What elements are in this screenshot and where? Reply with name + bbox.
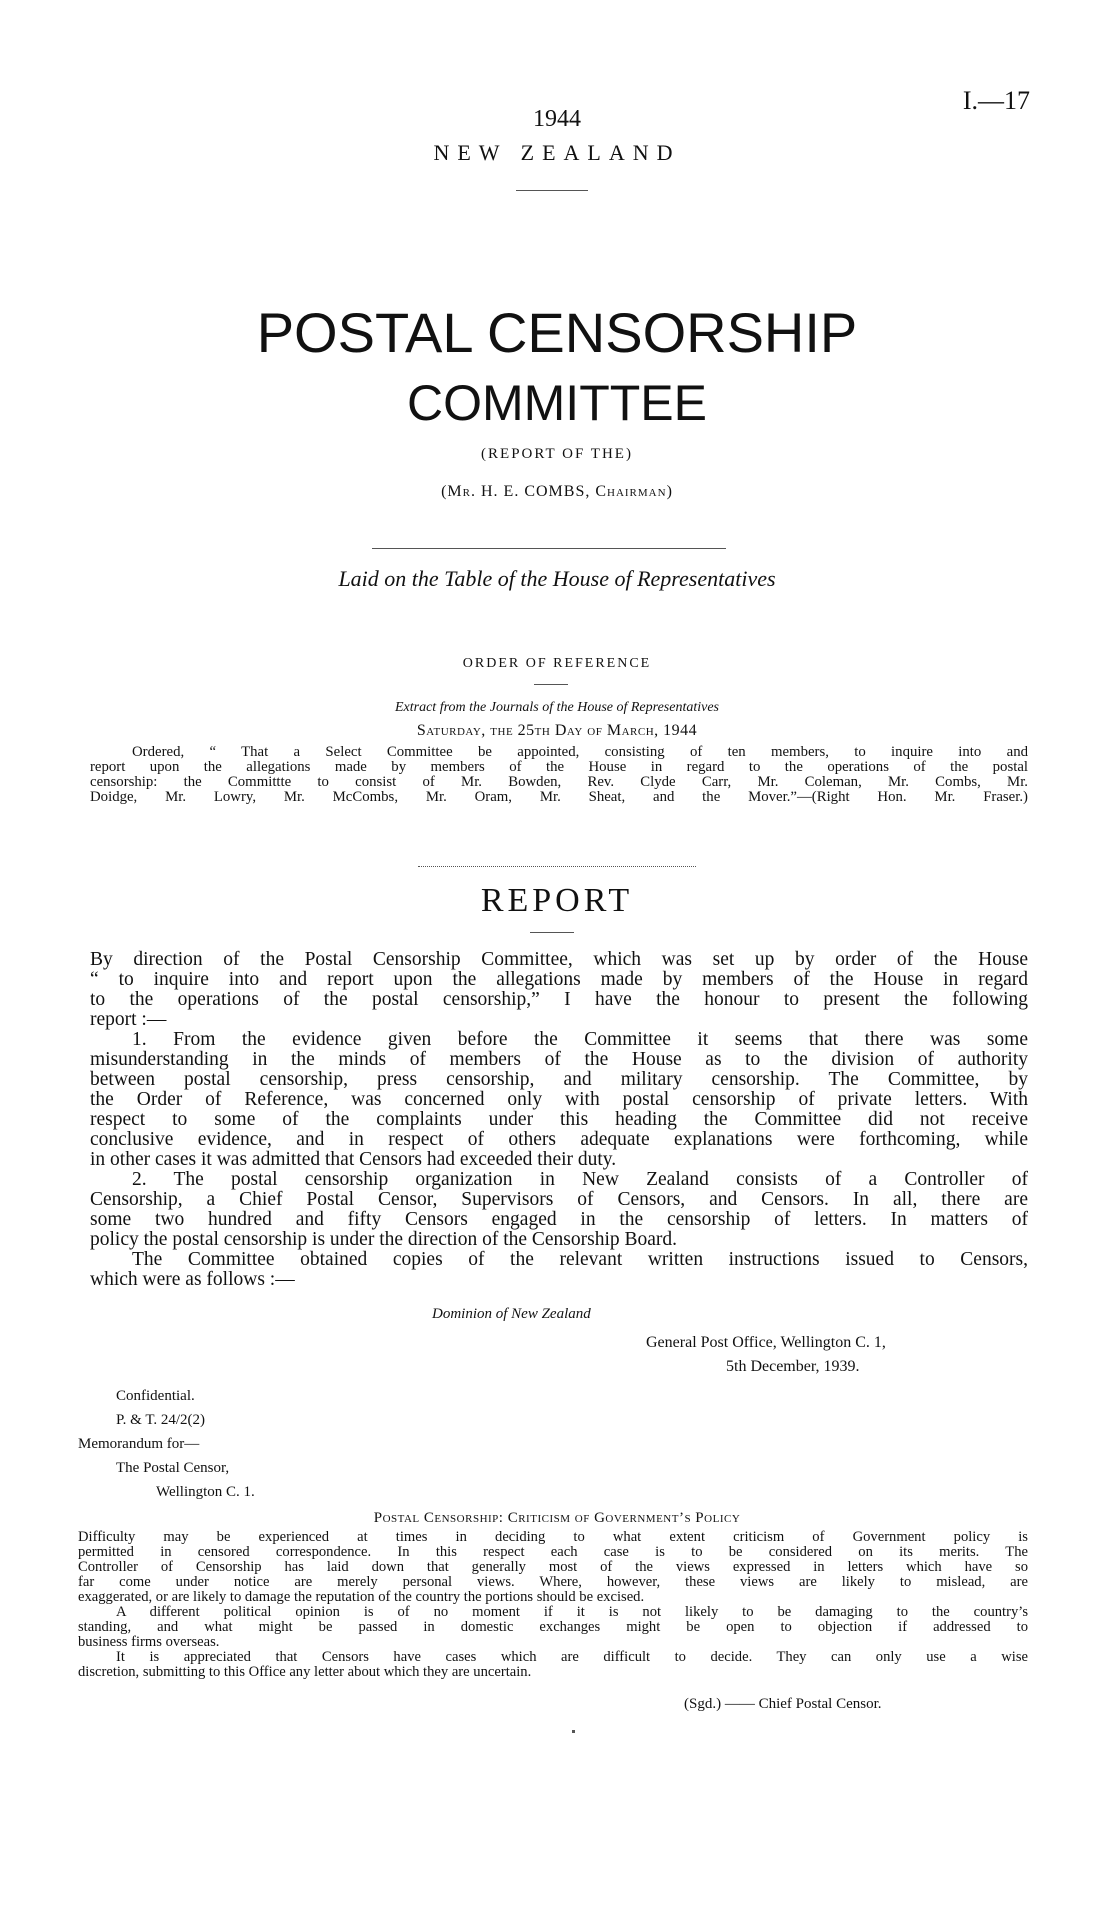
report-line: some two hundred and fifty Censors engaged in the censorship of letters. In matters of	[90, 1209, 1028, 1230]
report-line: report :—	[90, 1009, 167, 1030]
report-line: misunderstanding in the minds of members of the House as to the division of authority	[90, 1049, 1028, 1070]
header-divider	[516, 190, 588, 191]
report-subtitle: (REPORT OF THE)	[481, 446, 633, 462]
laid-on-table: Laid on the Table of the House of Representatives	[338, 566, 776, 591]
memo-reference: P. & T. 24/2(2)	[116, 1412, 206, 1428]
report-heading: REPORT	[480, 882, 634, 919]
memo-city: Wellington C. 1.	[156, 1484, 255, 1500]
report-line: between postal censorship, press censorship, and military censorship. The Committee, by	[90, 1069, 1028, 1090]
title-divider	[372, 548, 726, 549]
order-text	[90, 745, 1028, 805]
report-title-line1: POSTAL CENSORSHIP	[256, 301, 858, 364]
country: NEW ZEALAND	[433, 140, 681, 165]
memo-confidential: Confidential.	[116, 1388, 195, 1404]
order-line: Doidge, Mr. Lowry, Mr. McCombs, Mr. Oram, Mr. Sheat, and the Mover.”—(Right Hon. Mr. Fraser.)	[90, 789, 1028, 805]
report-line: Censorship, a Chief Postal Censor, Supervisors of Censors, and Censors. In all, there are	[90, 1189, 1028, 1210]
memo-line: far come under notice are merely personal views. Where, however, these views are likely to mislead, are	[78, 1574, 1028, 1590]
page-mark	[572, 1730, 575, 1733]
report-line: The Committee obtained copies of the relevant written instructions issued to Censors,	[132, 1249, 1028, 1270]
order-line: report upon the allegations made by members of the House in regard to the operations of the postal	[90, 759, 1028, 775]
page-reference: I.—17	[962, 86, 1030, 115]
chairman-line: (Mr. H. E. COMBS, Chairman)	[441, 483, 673, 500]
report-line: conclusive evidence, and in respect of others adequate explanations were forthcoming, while	[90, 1129, 1028, 1150]
order-extract: Extract from the Journals of the House of Representatives	[394, 700, 719, 715]
order-heading: ORDER OF REFERENCE	[462, 656, 652, 671]
memo-line: discretion, submitting to this Office any letter about which they are uncertain.	[78, 1664, 532, 1680]
memo-line: Controller of Censorship has laid down that generally most of the views expressed in letters which have so	[78, 1559, 1028, 1575]
report-line: which were as follows :—	[90, 1269, 295, 1290]
order-divider	[534, 684, 568, 685]
memo-addressee: The Postal Censor,	[116, 1460, 230, 1476]
order-line: Ordered, “ That a Select Committee be appointed, consisting of ten members, to inquire into and	[132, 744, 1028, 760]
memo-line: It is appreciated that Censors have cases which are difficult to decide. They can only use a wise	[116, 1649, 1028, 1665]
memo-body	[78, 1530, 1028, 1680]
memo-office: General Post Office, Wellington C. 1,	[646, 1334, 886, 1351]
report-line: policy the postal censorship is under the direction of the Censorship Board.	[90, 1229, 678, 1250]
memo-date: 5th December, 1939.	[726, 1358, 860, 1375]
report-divider	[418, 866, 696, 867]
report-line: in other cases it was admitted that Censors had exceeded their duty.	[90, 1149, 617, 1170]
memo-line: Difficulty may be experienced at times in deciding to what extent criticism of Government policy is	[78, 1529, 1028, 1545]
report-title-line2: COMMITTEE	[407, 375, 707, 431]
memo-for: Memorandum for—	[78, 1436, 200, 1452]
memo-signature: (Sgd.) —— Chief Postal Censor.	[684, 1696, 882, 1712]
memo-dominion: Dominion of New Zealand	[432, 1306, 591, 1322]
report-line: “ to inquire into and report upon the allegations made by members of the House in regard	[90, 969, 1028, 990]
memo-line: A different political opinion is of no moment if it is not likely to be damaging to the country’s	[116, 1604, 1028, 1620]
memo-subject: Postal Censorship: Criticism of Government’s Policy	[373, 1510, 741, 1526]
memo-line: standing, and what might be passed in domestic exchanges might be open to objection if addressed to	[78, 1619, 1028, 1635]
report-line: to the operations of the postal censorship,” I have the honour to present the following	[90, 989, 1028, 1010]
report-line: respect to some of the complaints under this heading the Committee did not receive	[90, 1109, 1028, 1130]
year: 1944	[533, 106, 581, 132]
report-line: the Order of Reference, was concerned only with postal censorship of private letters. With	[90, 1089, 1028, 1110]
order-date: Saturday, the 25th Day of March, 1944	[416, 722, 698, 739]
report-line: By direction of the Postal Censorship Committee, which was set up by order of the House	[90, 949, 1028, 970]
memo-line: exaggerated, or are likely to damage the reputation of the country the portions should be excised.	[78, 1589, 645, 1605]
report-heading-divider	[530, 932, 574, 933]
report-line: 1. From the evidence given before the Committee it seems that there was some	[132, 1029, 1028, 1050]
order-line: censorship: the Committte to consist of Mr. Bowden, Rev. Clyde Carr, Mr. Coleman, Mr. Combs, Mr.	[90, 774, 1028, 790]
memo-line: business firms overseas.	[78, 1634, 220, 1650]
report-line: 2. The postal censorship organization in New Zealand consists of a Controller of	[132, 1169, 1028, 1190]
memo-line: permitted in censored correspondence. In this respect each case is to be considered on its merits. The	[78, 1544, 1028, 1560]
report-body	[90, 950, 1028, 1290]
